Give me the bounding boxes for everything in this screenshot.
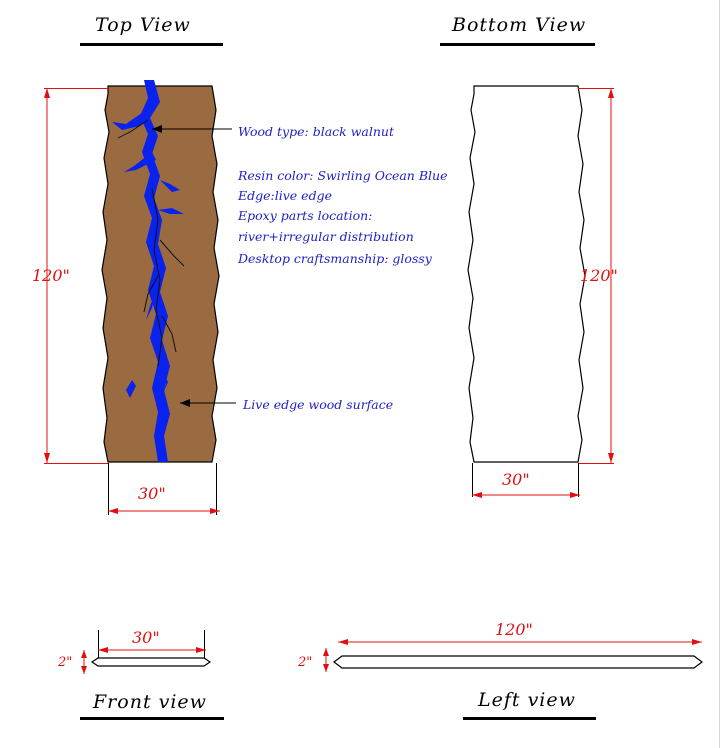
bottom-view-title-underline	[440, 43, 595, 46]
left-view-title: Left view	[478, 689, 576, 711]
top-width-dimension: 30"	[138, 484, 166, 503]
left-thickness-dimension-arrow	[318, 646, 334, 676]
annotation-wood-type: Wood type: black walnut	[238, 124, 394, 139]
bottom-length-dimension: 120"	[580, 266, 618, 285]
live-edge-leader	[176, 394, 240, 412]
left-view-slab	[330, 650, 706, 672]
front-thickness-dimension: 2"	[58, 655, 73, 670]
left-length-dimension: 120"	[495, 620, 533, 639]
bottom-width-dimension: 30"	[502, 470, 530, 489]
annotation-edge: Edge:live edge	[238, 188, 332, 203]
annotation-epoxy-location-detail: river+irregular distribution	[238, 229, 414, 244]
left-view-title-underline	[463, 717, 596, 720]
bottom-view-slab	[466, 80, 592, 470]
bottom-view-title: Bottom View	[452, 14, 587, 36]
front-view-title: Front view	[93, 691, 207, 713]
top-view-title: Top View	[95, 14, 191, 36]
top-view-title-underline	[80, 43, 223, 46]
left-thickness-dimension: 2"	[298, 655, 313, 670]
bottom-width-dimension-arrow	[468, 488, 584, 502]
top-length-dimension: 120"	[32, 266, 70, 285]
front-thickness-dimension-arrow	[76, 648, 92, 678]
annotation-craftsmanship: Desktop craftsmanship: glossy	[238, 251, 432, 266]
front-view-title-underline	[80, 717, 224, 720]
annotation-epoxy-location: Epoxy parts location:	[238, 208, 373, 223]
wood-type-leader	[148, 120, 236, 138]
annotation-resin-color: Resin color: Swirling Ocean Blue	[238, 168, 448, 183]
front-width-dimension: 30"	[132, 628, 160, 647]
annotation-live-edge-surface: Live edge wood surface	[243, 397, 394, 412]
top-width-dimension-arrow	[104, 504, 224, 518]
